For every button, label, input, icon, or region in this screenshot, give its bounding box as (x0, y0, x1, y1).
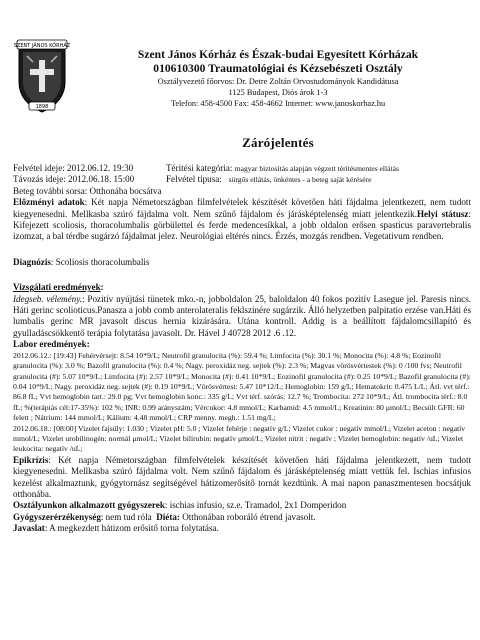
medications (13, 500, 471, 511)
admission-type-value: sürgős ellátás, önkéntes - a beteg saját kérésére (228, 175, 372, 185)
lab-result-urine: 2012.06.18.: [08:00] Vizelet fajsúly: 1.030 ; Vizelet pH: 5.0 ; Vizelet fehérje : negatív g/L; Vizelet cukor : negatív mmol/L; Vizelet aceton : negatív mmol/L; Vizelet urobilinogén: normál μmol/L; Vizelet bilirubin: negatív μmol/L; Vizelet nitrit : negatív ; Vizelet hemoglobin: negatív /uL; Vizelet leukocita: negatív /uL; (13, 423, 466, 454)
hospital-name: Szent János Kórház és Észak-budai Egyesített Kórházak (137, 48, 419, 61)
epicrisis (13, 455, 471, 501)
local-status-text: : Kifejezett scoliosis, thoracolumbalis görbülettel és ferde medencesíkkal, a jobb oldalon erősen spasticus paravertebralis izomzat, a bal térdbe sugárzó fájdalmat jelez. Neurológiai eltérés nincs. Érzés, mozgás rendben. Vegetativum rendben. (13, 208, 471, 242)
department-name: 010610300 Traumatológiai és Kézsebészeti Osztály (153, 62, 403, 75)
sensitivity-diet (13, 512, 471, 523)
diagnosis-label: Diagnózis (13, 256, 51, 267)
department-head: Osztályvezető főorvos: Dr. Detre Zoltán Orvostudományok Kandidátusa (157, 77, 399, 86)
patient-fate: Beteg további sorsa: Otthonába bocsátva (13, 185, 162, 196)
crest-banner-text: 1898 (35, 104, 49, 110)
recommendation (13, 523, 471, 534)
medications-label: Osztályunkon alkalmazott gyógyszerek (13, 500, 165, 511)
crest-text: SZENT JÁNOS KÓRHÁZ (13, 43, 71, 49)
lab-heading: Labor eredmények: (13, 339, 90, 350)
discharge-time: Távozás ideje: 2012.06.18. 15:00 (13, 174, 135, 185)
neurosurgery-text: : Pozitív nyújtási tünetek mko.-n, jobboldalon 25, baloldalon 40 fokos pozitív Lasegue jel. Paresis nincs. Háti gerinc scolioticus.Panasza a jobb comb anterolateralis feklszínére sugárzik. Álló helyzetben palpitatio erzése van.Háti és lumbalis gerinc MR javasolt discus hernia kizárására. Utána kontroll. Addig is a beállított fájdalomcsillapító és gyulladáscsökkentő terápia folytatása javasolt. Dr. Hável J 40728 2012 .6 .12. (13, 293, 472, 338)
billing-label: Térítési kategória: (166, 163, 233, 173)
history-label: Előzményi adatok (13, 197, 85, 208)
sensitivity-text: : nem tud róla (100, 511, 152, 522)
history-paragraph (13, 197, 471, 243)
report-body (13, 163, 471, 535)
sensitivity-label: Gyógyszerérzékenység (13, 511, 101, 522)
discharge-row (13, 174, 471, 185)
diet-text: Otthonában roboráló étrend javasolt. (179, 511, 316, 522)
exam-results-title: Vizsgálati eredmények (13, 282, 101, 293)
admission-type-label: Felvétel típusa: (166, 174, 222, 185)
lab-title: Labor eredmények (13, 339, 87, 350)
epicrisis-text: : Két napja Németországban filmfelvételek készítését követően háti fájdalma jelentkezett, nem tudott kiegyenesedni. Mellkasba szúró fájdalma volt. Nem szűnő fájdalom és járásképtelenség miatt vettük fel. Ischias infusios kezelést alkalmaztunk, gyógytornász segítségével hátizomerősítő tornát kezdtünk. A mai napon panaszmentesen bocsátjuk otthonába. (13, 454, 471, 499)
hospital-crest-logo (13, 36, 71, 116)
diet-label: Diéta: (156, 511, 180, 522)
medications-text: : ischias infusio, sz.e. Tramadol, 2x1 Domperidon (164, 500, 347, 511)
exam-results-heading: Vizsgálati eredmények: (13, 282, 104, 293)
neurosurgery-label: Idegseb. vélemény. (13, 293, 83, 304)
neurosurgery-opinion (13, 294, 471, 340)
admission-row (13, 163, 471, 174)
billing-value: magyar biztosítás alapján végzett térítésmentes ellátás (234, 164, 399, 173)
hospital-contact: Telefon: 458-4500 Fax: 458-4662 Internet: www.janoskorhaz.hu (170, 99, 386, 108)
hospital-address: 1125 Budapest, Diós árok 1-3 (228, 88, 328, 97)
history-text: : Két napja Németországban filmfelvételek készítését követően háti fájdalma jelentkezett, nem tudott kiegyenesedni. Mellkasba szúró fájdalma volt. Nem szűnő fájdalom és járásképtelenség miatt jelentkezik. (13, 197, 471, 219)
lab-result-blood: 2012.06.12.: [19:43] Fehérvérsejt: 8.54 10*9/L; Neutrofil granulocita (%): 59.4 %; Limfocita (%): 30.1 %; Monocita (%): 4.8 %; Eozinofil granulocita (%): 3.0 %; Bazofil granulocita (%): 0.4 %; Nagy. peroxidáz neg. sejtek (%): 2.3 %; Magvas vörösvértestek (%): 0 /100 fvs; Neutrofil granulocita (#): 5.07 10*9/L; Limfocita (#): 2.57 10*9/L; Monocita (#): 0.41 10*9/L; Eozinofil granulocita (#): 0.25 10*9/L; Bazofil granulocita (#): 0.04 10*9/L; Nagy. peroxidáz neg. sejtek (#): 0.19 10*9/L; Vörösvértest: 5.47 10*12/L; Hemoglobin: 159 g/L; Hematokrit: 0.475 L/L; Átl. vvt térf.: 86.8 fL; Vvt hemoglobin tart.: 29.0 pg; Vvt hemoglobin konc.: 335 g/L; Vvt térf. szórás: 12.7 %; Trombocita: 272 10*9/L; Átl. trombocita térf.: 8.0 fL; %(terápiás cél:17-35%): 102 %; INR: 0.99 arányszám; Vércukor: 4.8 mmol/L; Karbamid: 4.5 mmol/L; Kreatinin: 80 μmol/L; Becsült GFR: 60 felett ; Nátrium: 144 mmol/L; Kálium: 4.48 mmol/L; CRP menny. megh.: 1.51 mg/L; (13, 350, 471, 423)
recommendation-text: : A megkezdett hátizom erősítő torna folytatása. (44, 523, 219, 534)
diagnosis (13, 257, 471, 268)
local-status-label: Helyi státusz (416, 208, 469, 219)
epicrisis-label: Epikrízis (13, 454, 49, 465)
diagnosis-text: : Scoliosis thoracolumbalis (50, 256, 150, 267)
page-title: Zárójelentés (242, 135, 314, 150)
hospital-header (78, 48, 478, 109)
recommendation-label: Javaslat (13, 523, 45, 534)
admission-time: Felvétel ideje: 2012.06.12. 19:30 (13, 163, 134, 173)
